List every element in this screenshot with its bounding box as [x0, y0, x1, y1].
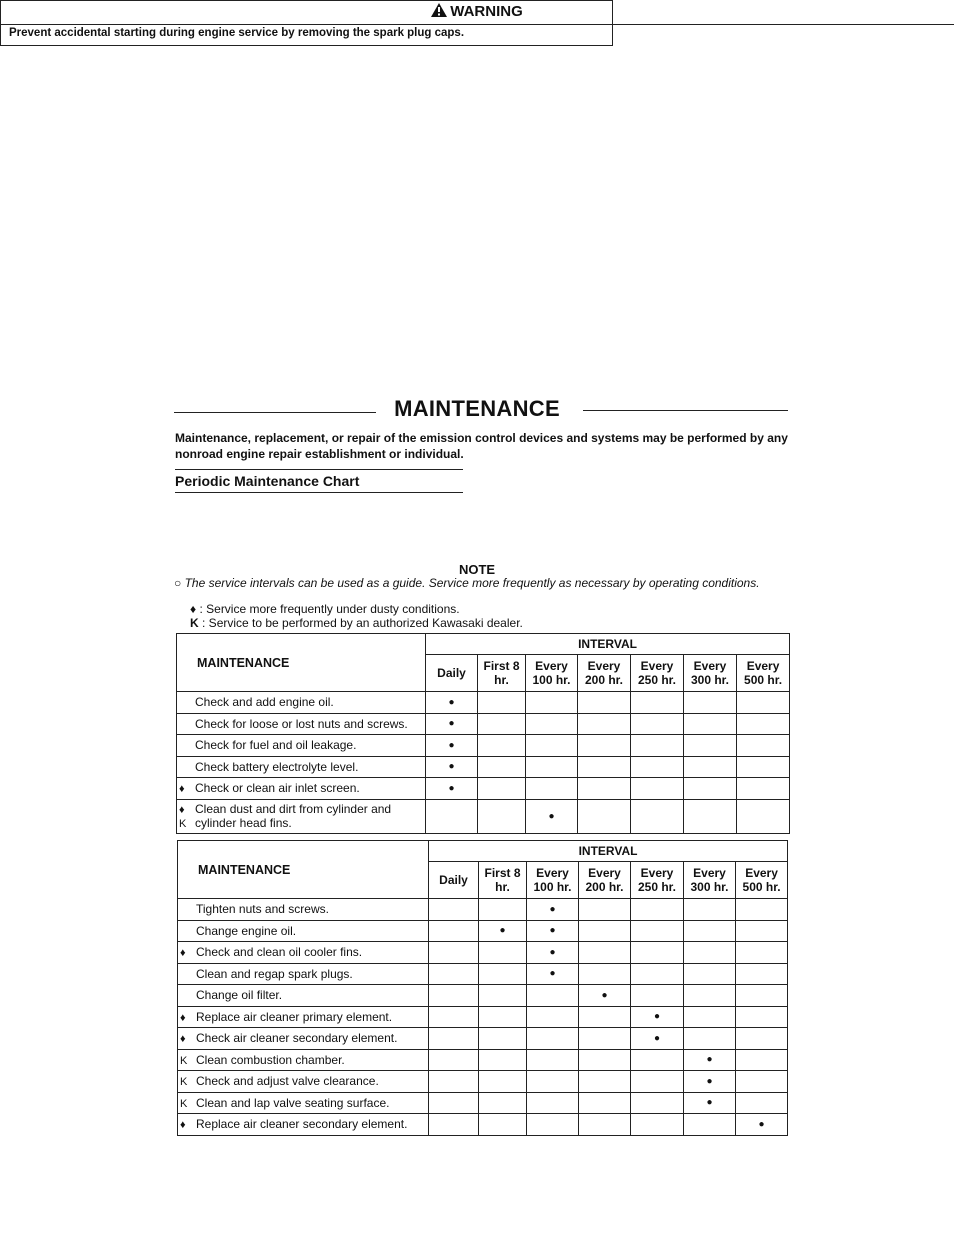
interval-column-header [736, 862, 788, 899]
interval-cell [684, 1092, 736, 1114]
task-label: Check battery electrolyte level. [195, 759, 359, 774]
interval-cell [527, 1114, 579, 1136]
task-cell [178, 985, 429, 1007]
table-row [177, 799, 790, 833]
interval-column-header [426, 655, 478, 692]
legend-item [190, 616, 523, 630]
interval-cell [526, 692, 578, 714]
column-label: Every [745, 866, 778, 880]
interval-cell [579, 899, 631, 921]
task-label: Check or clean air inlet screen. [195, 781, 360, 796]
interval-cell [479, 1028, 527, 1050]
interval-cell [631, 1071, 684, 1093]
interval-column-header [684, 862, 736, 899]
task-label: Change oil filter. [196, 988, 283, 1003]
interval-cell [631, 1114, 684, 1136]
service-dot-icon: ● [549, 903, 556, 915]
interval-cell [631, 942, 684, 964]
interval-cell [527, 920, 579, 942]
interval-cell [736, 963, 788, 985]
task-cell [177, 713, 426, 735]
table-row [178, 963, 788, 985]
interval-cell [684, 920, 736, 942]
interval-cell [579, 1071, 631, 1093]
column-label: hr. [495, 880, 510, 894]
task-label: Check and adjust valve clearance. [196, 1074, 379, 1089]
task-label: Check and clean oil cooler fins. [196, 945, 363, 960]
interval-cell [736, 1092, 788, 1114]
interval-cell [736, 920, 788, 942]
task-label: Clean and regap spark plugs. [196, 966, 353, 981]
warning-triangle-icon [431, 3, 447, 17]
task-label: Check for fuel and oil leakage. [195, 738, 357, 753]
task-label: Replace air cleaner secondary element. [196, 1117, 408, 1132]
column-label: Every [640, 866, 674, 880]
interval-cell [429, 1071, 479, 1093]
interval-cell [429, 985, 479, 1007]
service-dot-icon: ● [706, 1097, 713, 1109]
interval-cell [579, 1049, 631, 1071]
table-row [178, 920, 788, 942]
column-label: Daily [439, 873, 468, 887]
interval-cell [429, 1006, 479, 1028]
interval-cell [429, 920, 479, 942]
service-dot-icon: ● [448, 696, 455, 708]
task-label: Tighten nuts and screws. [196, 902, 329, 917]
task-cell [178, 1114, 429, 1136]
column-label: Every [693, 866, 726, 880]
interval-cell [684, 1114, 736, 1136]
task-cell [178, 920, 429, 942]
maintenance-header: MAINTENANCE [177, 634, 426, 692]
interval-cell [631, 713, 684, 735]
table-row [177, 713, 790, 735]
service-dot-icon: ● [448, 739, 455, 751]
task-label: cylinder head fins. [195, 816, 292, 830]
service-dot-icon: ● [601, 989, 608, 1001]
table-row [178, 1071, 788, 1093]
column-label: First 8 [483, 659, 520, 673]
column-label: 200 hr. [585, 880, 624, 894]
table-row [178, 985, 788, 1007]
column-label: Every [746, 659, 780, 673]
maintenance-header: MAINTENANCE [178, 841, 429, 899]
interval-cell [478, 778, 526, 800]
service-dot-icon: ● [448, 761, 455, 773]
interval-cell [684, 1071, 736, 1093]
interval-cell [631, 1049, 684, 1071]
task-label: Check and add engine oil. [195, 695, 334, 710]
interval-cell [736, 899, 788, 921]
column-label: Every [535, 659, 568, 673]
maintenance-chart-2 [177, 840, 788, 1136]
interval-cell [736, 1114, 788, 1136]
interval-cell [631, 899, 684, 921]
table-row [178, 1114, 788, 1136]
legend-item [190, 602, 460, 616]
task-cell [178, 1049, 429, 1071]
interval-cell [526, 735, 578, 757]
chart-2-body [178, 899, 788, 1136]
interval-cell [578, 756, 631, 778]
table-row [177, 778, 790, 800]
service-dot-icon: ● [758, 1118, 765, 1130]
interval-cell [736, 1049, 788, 1071]
interval-cell [631, 778, 684, 800]
interval-cell [426, 692, 478, 714]
column-label: Every [536, 866, 569, 880]
interval-cell [479, 1092, 527, 1114]
interval-cell [737, 756, 790, 778]
column-label: 300 hr. [690, 673, 730, 687]
task-cell [178, 963, 429, 985]
task-cell [177, 735, 426, 757]
interval-cell [737, 778, 790, 800]
maintenance-chart-1 [176, 633, 790, 834]
interval-cell [579, 942, 631, 964]
interval-column-header [527, 862, 579, 899]
interval-cell [684, 1006, 736, 1028]
interval-cell [478, 713, 526, 735]
interval-cell [527, 963, 579, 985]
interval-cell [736, 1028, 788, 1050]
interval-cell [578, 778, 631, 800]
interval-cell [527, 899, 579, 921]
note-title: NOTE [458, 562, 496, 577]
interval-cell [736, 1071, 788, 1093]
interval-cell [426, 799, 478, 833]
service-symbol: ♦ [180, 1119, 186, 1132]
column-label: First 8 [484, 866, 521, 880]
legend-text: : Service more frequently under dusty conditions. [199, 602, 460, 616]
interval-cell [479, 920, 527, 942]
service-dot-icon: ● [653, 1011, 661, 1023]
interval-cell [527, 1028, 579, 1050]
interval-column-header [631, 862, 684, 899]
warning-text: Prevent accidental starting during engine service by removing the spark plug caps. [9, 27, 465, 39]
table-row [178, 899, 788, 921]
note-bullet-icon: ○ [174, 576, 182, 590]
interval-cell [426, 756, 478, 778]
interval-column-header [578, 655, 631, 692]
table-row [178, 1028, 788, 1050]
interval-cell [684, 713, 737, 735]
interval-cell [631, 1006, 684, 1028]
column-label: Every [640, 659, 674, 673]
interval-cell [684, 756, 737, 778]
column-label: hr. [494, 673, 509, 687]
service-dot-icon: ● [653, 1032, 661, 1044]
interval-cell [527, 1092, 579, 1114]
table-row [177, 692, 790, 714]
task-label: Clean and lap valve seating surface. [196, 1095, 390, 1110]
service-dot-icon: ● [549, 968, 556, 980]
column-label: Every [693, 659, 727, 673]
interval-cell [527, 1049, 579, 1071]
task-cell [177, 756, 426, 778]
task-label: Replace air cleaner primary element. [196, 1009, 393, 1024]
interval-cell [429, 1092, 479, 1114]
interval-cell [479, 1071, 527, 1093]
task-label: Clean combustion chamber. [196, 1052, 345, 1067]
interval-column-header [478, 655, 526, 692]
interval-cell [684, 778, 737, 800]
table-row [178, 1092, 788, 1114]
interval-cell [429, 963, 479, 985]
task-label: Change engine oil. [196, 923, 297, 938]
interval-header: INTERVAL [426, 634, 790, 655]
column-label: 300 hr. [690, 880, 729, 894]
section-rule-bottom [175, 492, 463, 493]
task-cell [178, 899, 429, 921]
column-label: 250 hr. [637, 673, 677, 687]
interval-cell [684, 942, 736, 964]
interval-cell [684, 1049, 736, 1071]
interval-cell [429, 942, 479, 964]
intro-paragraph: Maintenance, replacement, or repair of the emission control devices and systems may be performed by any nonroad engine repair establishment or individual. [175, 431, 788, 461]
service-symbol: ♦ [179, 783, 185, 796]
interval-cell [478, 756, 526, 778]
interval-column-header [526, 655, 578, 692]
interval-cell [736, 942, 788, 964]
column-label: Every [588, 866, 621, 880]
service-dot-icon: ● [448, 718, 455, 730]
interval-cell [579, 985, 631, 1007]
interval-cell [579, 920, 631, 942]
service-symbol: ♦ [180, 947, 186, 960]
interval-cell [479, 1006, 527, 1028]
interval-cell [631, 799, 684, 833]
interval-cell [429, 899, 479, 921]
table-row [178, 1006, 788, 1028]
interval-cell [479, 942, 527, 964]
task-cell [178, 1071, 429, 1093]
task-cell [177, 799, 426, 833]
interval-cell [578, 799, 631, 833]
note-body: The service intervals can be used as a guide. Service more frequently as necessary by operating conditions. [184, 576, 760, 590]
task-cell [178, 1028, 429, 1050]
column-label: 100 hr. [533, 880, 572, 894]
table-row [177, 735, 790, 757]
interval-cell [631, 985, 684, 1007]
interval-column-header [631, 655, 684, 692]
service-dot-icon: ● [448, 782, 455, 794]
interval-column-header [684, 655, 737, 692]
interval-cell [526, 756, 578, 778]
interval-cell [526, 799, 578, 833]
legend-text: : Service to be performed by an authorized Kawasaki dealer. [202, 616, 523, 630]
column-label: 250 hr. [637, 880, 677, 894]
interval-cell [737, 713, 790, 735]
interval-header: INTERVAL [429, 841, 788, 862]
interval-cell [479, 985, 527, 1007]
interval-cell [426, 735, 478, 757]
service-dot-icon: ● [548, 810, 555, 822]
column-label: 100 hr. [532, 673, 571, 687]
interval-cell [479, 899, 527, 921]
service-dot-icon: ● [499, 925, 506, 937]
service-dot-icon: ● [549, 925, 556, 937]
interval-cell [631, 963, 684, 985]
section-rule-top [175, 469, 463, 470]
task-cell [177, 778, 426, 800]
service-symbol: K [180, 1097, 188, 1110]
interval-cell [736, 1006, 788, 1028]
interval-cell [526, 778, 578, 800]
interval-cell [684, 899, 736, 921]
interval-cell [736, 985, 788, 1007]
interval-cell [631, 692, 684, 714]
interval-cell [429, 1114, 479, 1136]
column-label: 500 hr. [744, 673, 783, 687]
interval-cell [578, 735, 631, 757]
column-label: 200 hr. [584, 673, 624, 687]
interval-cell [684, 1028, 736, 1050]
interval-cell [579, 1006, 631, 1028]
interval-cell [684, 735, 737, 757]
service-symbol: K [179, 818, 187, 830]
interval-cell [684, 692, 737, 714]
interval-cell [579, 963, 631, 985]
task-cell [178, 1006, 429, 1028]
interval-cell [526, 713, 578, 735]
interval-cell [479, 1049, 527, 1071]
task-label: Clean dust and dirt from cylinder and [195, 802, 392, 816]
section-heading: Periodic Maintenance Chart [175, 473, 360, 489]
table-row [178, 1049, 788, 1071]
column-label: 500 hr. [742, 880, 781, 894]
interval-cell [579, 1092, 631, 1114]
task-cell [177, 692, 426, 714]
task-label: Check air cleaner secondary element. [196, 1031, 398, 1046]
interval-cell [631, 920, 684, 942]
title-rule-right [583, 410, 788, 411]
chart-1-body [177, 692, 790, 834]
interval-cell [684, 985, 736, 1007]
task-label: Check for loose or lost nuts and screws. [195, 716, 408, 731]
service-symbol: ♦ [180, 1033, 186, 1046]
interval-cell [578, 713, 631, 735]
interval-cell [479, 963, 527, 985]
interval-column-header [429, 862, 479, 899]
interval-cell [579, 1114, 631, 1136]
interval-cell [527, 1071, 579, 1093]
interval-cell [737, 735, 790, 757]
interval-cell [478, 799, 526, 833]
service-dot-icon: ● [706, 1075, 713, 1087]
interval-cell [631, 1092, 684, 1114]
interval-cell [429, 1049, 479, 1071]
interval-cell [527, 942, 579, 964]
interval-column-header [579, 862, 631, 899]
task-cell [178, 942, 429, 964]
interval-cell [684, 963, 736, 985]
service-symbol: K [180, 1054, 188, 1067]
interval-cell [426, 778, 478, 800]
interval-cell [579, 1028, 631, 1050]
page-title: MAINTENANCE [394, 396, 560, 421]
column-label: Daily [437, 666, 466, 680]
interval-cell [578, 692, 631, 714]
interval-cell [426, 713, 478, 735]
interval-cell [737, 799, 790, 833]
interval-cell [479, 1114, 527, 1136]
interval-cell [684, 799, 737, 833]
interval-cell [527, 985, 579, 1007]
task-cell [178, 1092, 429, 1114]
interval-cell [631, 735, 684, 757]
service-dot-icon: ● [549, 946, 556, 958]
interval-cell [737, 692, 790, 714]
diamond-icon: ♦ [190, 602, 197, 616]
interval-cell [478, 735, 526, 757]
interval-cell [527, 1006, 579, 1028]
interval-cell [478, 692, 526, 714]
service-dot-icon: ● [706, 1054, 713, 1066]
warning-box [0, 0, 613, 46]
warning-header [0, 0, 954, 25]
interval-cell [631, 756, 684, 778]
column-label: Every [587, 659, 621, 673]
table-row [177, 756, 790, 778]
note-text [174, 576, 760, 590]
interval-cell [631, 1028, 684, 1050]
interval-column-header [737, 655, 790, 692]
interval-column-header [479, 862, 527, 899]
service-symbol: ♦ [179, 804, 185, 816]
kawasaki-k-symbol: K [190, 616, 199, 630]
interval-cell [429, 1028, 479, 1050]
service-symbol: K [180, 1076, 188, 1089]
service-symbol: ♦ [180, 1011, 186, 1024]
warning-label: WARNING [450, 3, 523, 20]
table-row [178, 942, 788, 964]
